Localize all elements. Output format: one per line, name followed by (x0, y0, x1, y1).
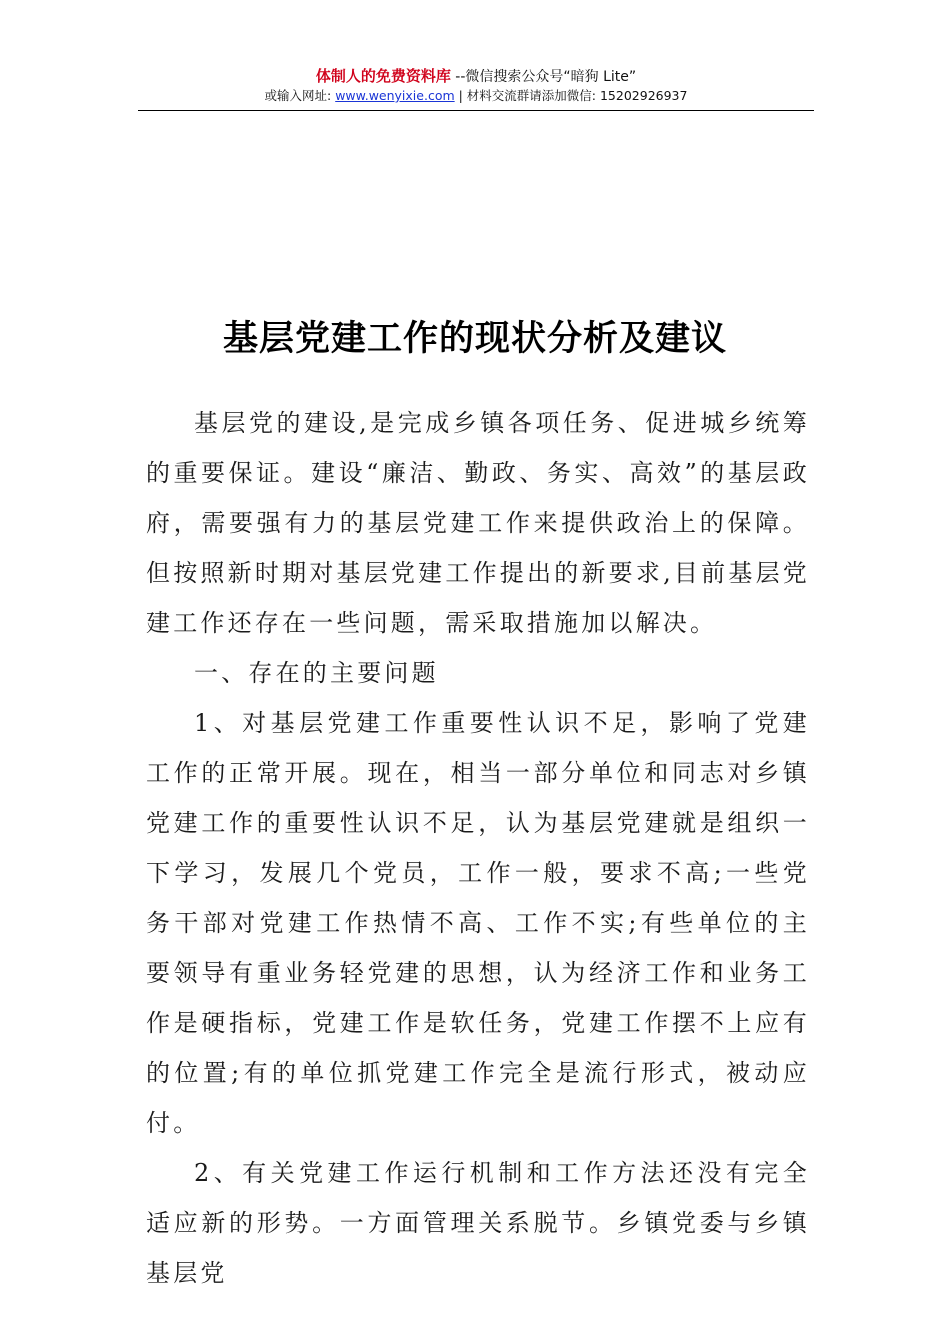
document-body (146, 398, 810, 1298)
header-line-1 (138, 66, 814, 87)
header-url-link[interactable]: www.wenyixie.com (335, 88, 455, 103)
header-subtitle: --微信搜索公众号“暗狗 Lite” (450, 69, 637, 85)
header-divider (138, 110, 814, 111)
paragraph-intro: 基层党的建设,是完成乡镇各项任务、促进城乡统筹的重要保证。建设“廉洁、勤政、务实、高效”的基层政府，需要强有力的基层党建工作来提供政治上的保障。但按照新时期对基层党建工作提出的新要求,目前基层党建工作还存在一些问题，需采取措施加以解决。 (146, 409, 810, 637)
paragraph-point-2: 2、有关党建工作运行机制和工作方法还没有完全适应新的形势。一方面管理关系脱节。乡镇党委与乡镇基层党 (146, 1159, 810, 1287)
header-url-prefix: 或输入网址: (264, 88, 336, 103)
header-line-2 (138, 87, 814, 105)
paragraph-point-1: 1、对基层党建工作重要性认识不足，影响了党建工作的正常开展。现在，相当一部分单位和同志对乡镇党建工作的重要性认识不足，认为基层党建就是组织一下学习，发展几个党员，工作一般，要求不高;一些党务干部对党建工作热情不高、工作不实;有些单位的主要领导有重业务轻党建的思想，认为经济工作和业务工作是硬指标，党建工作是软任务，党建工作摆不上应有的位置;有的单位抓党建工作完全是流行形式，被动应付。 (146, 709, 810, 1137)
header-brand: 体制人的免费资料库 (315, 67, 451, 85)
page-header (138, 66, 814, 105)
header-contact: | 材料交流群请添加微信: 15202926937 (454, 88, 688, 103)
document-title: 基层党建工作的现状分析及建议 (222, 318, 727, 359)
section-heading: 一、存在的主要问题 (194, 659, 439, 687)
